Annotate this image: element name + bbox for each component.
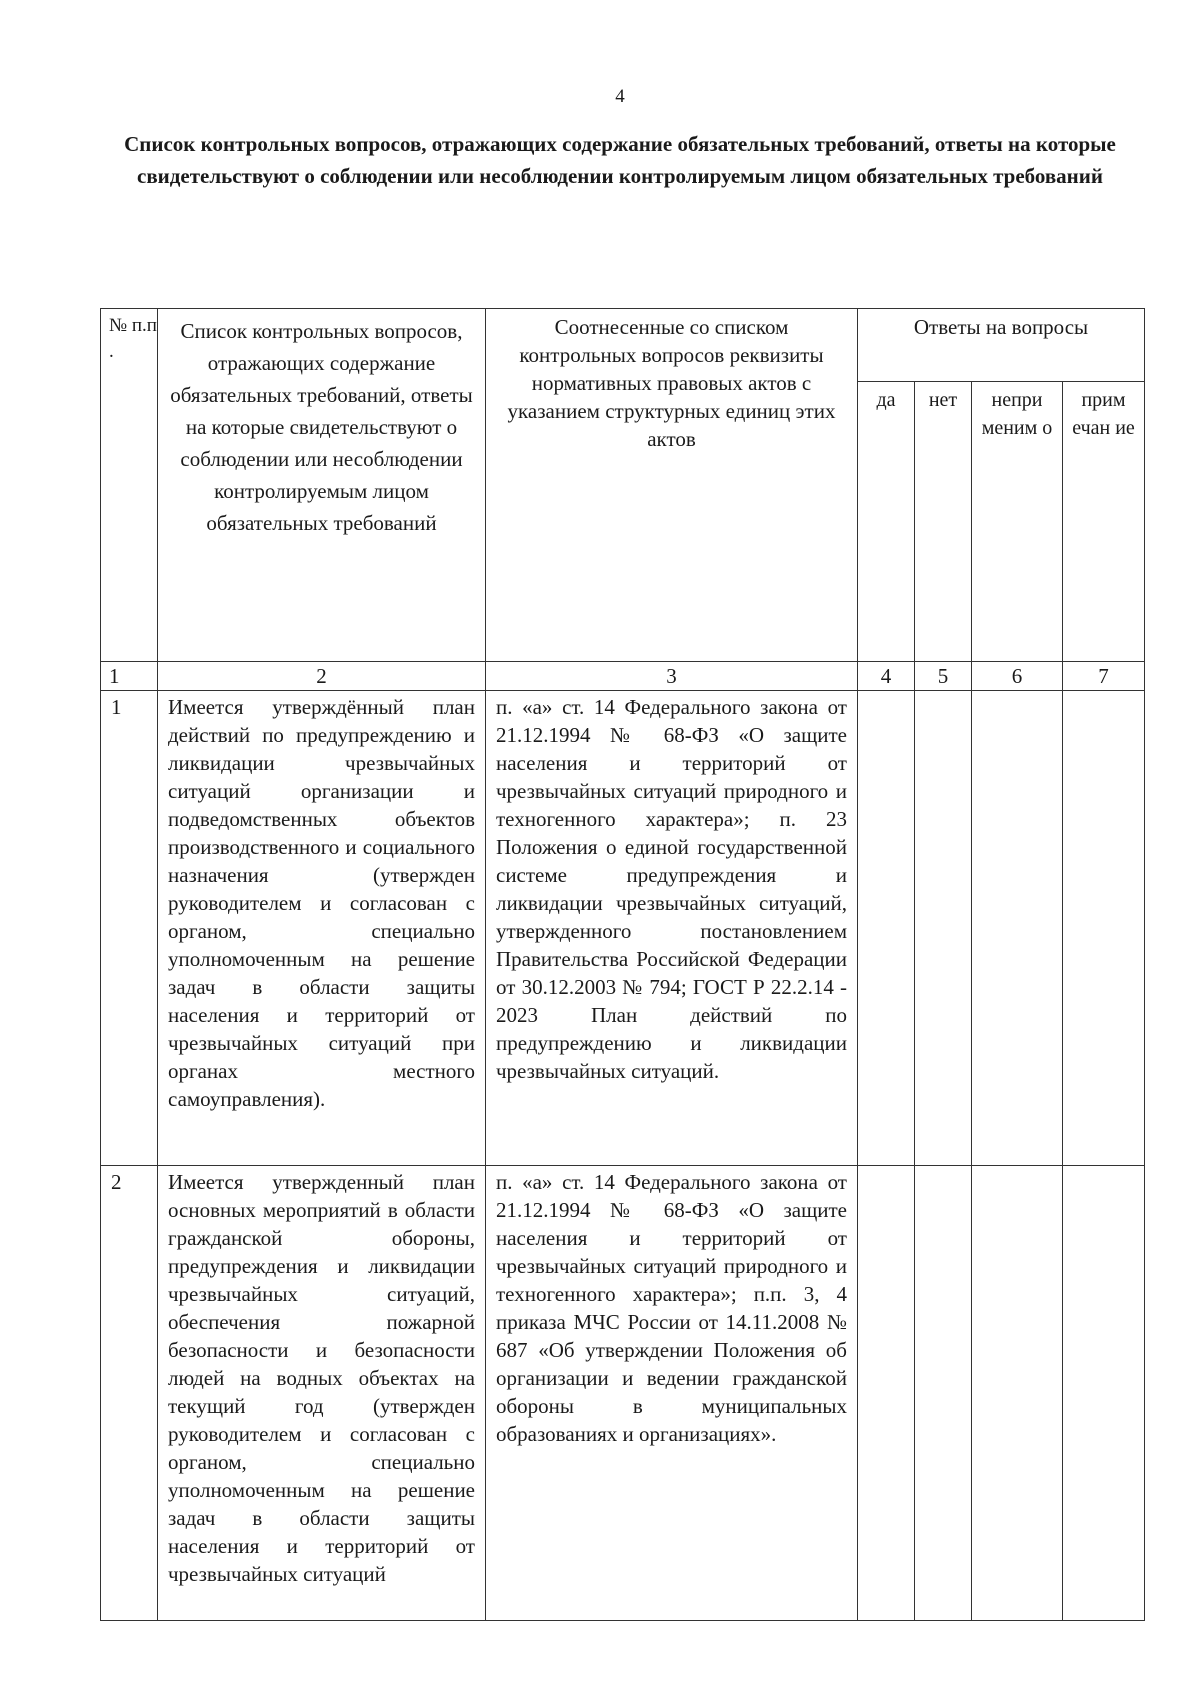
answer-yes-cell[interactable] <box>858 1166 915 1621</box>
column-index-row <box>101 662 1145 691</box>
answer-note-cell[interactable] <box>1063 1166 1145 1621</box>
header-questions: Список контрольных вопросов, отражающих содержание обязательных требований, ответы на которые свидетельствуют о соблюдении или несоблюдении контролируемым лицом обязательных требований <box>158 309 486 662</box>
row-requisites: п. «а» ст. 14 Федерального закона от 21.12.1994 № 68-ФЗ «О защите населения и территорий от чрезвычайных ситуаций природного и техногенного характера»; п. 23 Положения о единой государственной системе предупреждения и ликвидации чрезвычайных ситуаций, утвержденного постановлением Правительства Российской Федерации от 30.12.2003 № 794; ГОСТ Р 22.2.14 - 2023 План действий по предупреждению и ликвидации чрезвычайных ситуаций. <box>486 691 858 1166</box>
document-title: Список контрольных вопросов, отражающих содержание обязательных требований, ответы на которые свидетельствуют о соблюдении или несоблюдении контролируемым лицом обязательных требований <box>124 132 1116 188</box>
header-requisites: Соотнесенные со списком контрольных вопросов реквизиты нормативных правовых актов с указанием структурных единиц этих актов <box>486 309 858 662</box>
header-answers: Ответы на вопросы <box>858 309 1145 382</box>
column-index-cell: 5 <box>915 662 972 691</box>
column-index-cell: 6 <box>972 662 1063 691</box>
row-requisites: п. «а» ст. 14 Федерального закона от 21.12.1994 № 68-ФЗ «О защите населения и территорий от чрезвычайных ситуаций природного и техногенного характера»; п.п. 3, 4 приказа МЧС России от 14.11.2008 № 687 «Об утверждении Положения об организации и ведении гражданской обороны в муниципальных образованиях и организациях». <box>486 1166 858 1621</box>
header-yes: да <box>858 382 915 662</box>
answer-no-cell[interactable] <box>915 691 972 1166</box>
answer-not-applicable-cell[interactable] <box>972 1166 1063 1621</box>
row-number: 2 <box>101 1166 158 1621</box>
header-note: прим ечан ие <box>1063 382 1145 662</box>
row-number: 1 <box>101 691 158 1166</box>
answer-yes-cell[interactable] <box>858 691 915 1166</box>
header-no: нет <box>915 382 972 662</box>
column-index-cell: 3 <box>486 662 858 691</box>
header-not-applicable: непри меним о <box>972 382 1063 662</box>
row-question: Имеется утверждённый план действий по предупреждению и ликвидации чрезвычайных ситуаций организации и подведомственных объектов производственного и социального назначения (утвержден руководителем и согласован с органом, специально уполномоченным на решение задач в области защиты населения и территорий от чрезвычайных ситуаций при органах местного самоуправления). <box>158 691 486 1166</box>
answer-no-cell[interactable] <box>915 1166 972 1621</box>
header-row <box>101 309 1145 382</box>
table-row <box>101 1166 1145 1621</box>
column-index-cell: 1 <box>101 662 158 691</box>
header-num: № п.п . <box>101 309 158 662</box>
page-number: 4 <box>615 86 625 107</box>
row-question: Имеется утвержденный план основных мероприятий в области гражданской обороны, предупреждения и ликвидации чрезвычайных ситуаций, обеспечения пожарной безопасности и безопасности людей на водных объектах на текущий год (утвержден руководителем и согласован с органом, специально уполномоченным на решение задач в области защиты населения и территорий от чрезвычайных ситуаций <box>158 1166 486 1621</box>
column-index-cell: 7 <box>1063 662 1145 691</box>
table-row <box>101 691 1145 1166</box>
checklist-table <box>100 308 1145 1621</box>
column-index-cell: 2 <box>158 662 486 691</box>
answer-note-cell[interactable] <box>1063 691 1145 1166</box>
column-index-cell: 4 <box>858 662 915 691</box>
answer-not-applicable-cell[interactable] <box>972 691 1063 1166</box>
